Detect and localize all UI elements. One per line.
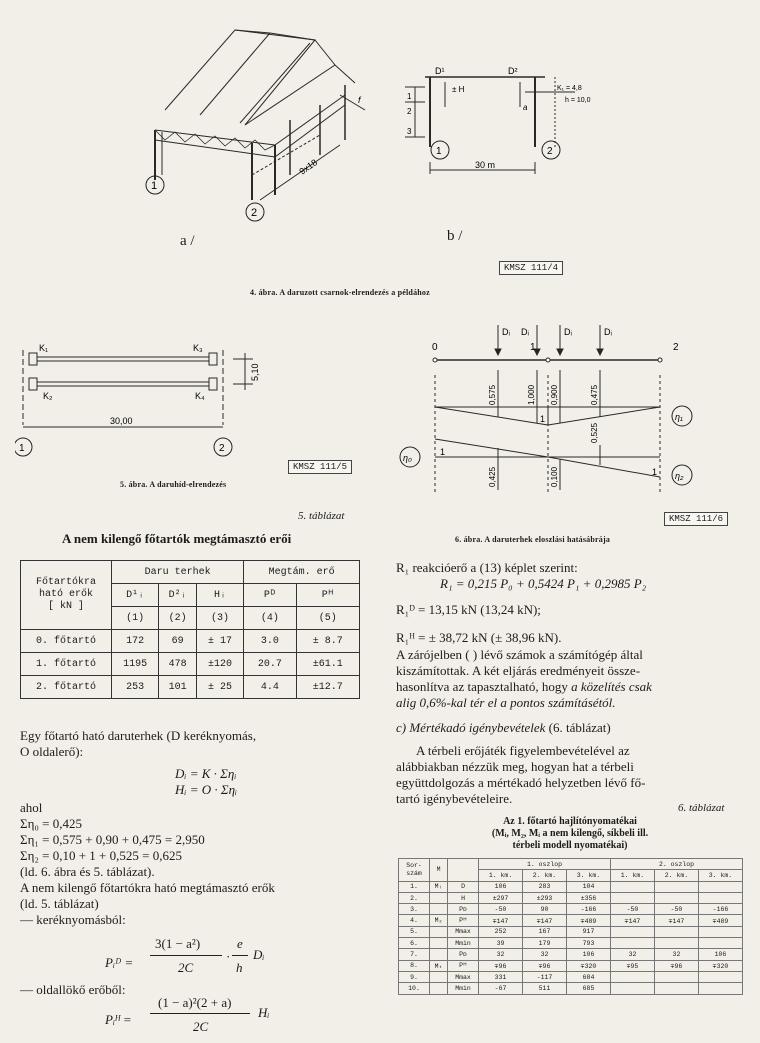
table6-h-ser: Sor- szám bbox=[399, 859, 430, 882]
ref2: (ld. 5. táblázat) bbox=[20, 896, 99, 911]
left-p2: A nem kilengő főtartókra ható megtámasztó erők bbox=[20, 880, 275, 895]
left-p1: Egy főtartó ható daruterhek (D keréknyomás, bbox=[20, 728, 257, 743]
eq-h: Hᵢ = O · Σηᵢ bbox=[175, 782, 238, 797]
f2-bar bbox=[150, 1013, 250, 1014]
fig5-k1: K₁ bbox=[39, 343, 49, 353]
table5 bbox=[20, 560, 360, 699]
fig6-eta1: η₁ bbox=[675, 412, 683, 422]
fig4b-span: 30 m bbox=[475, 160, 496, 170]
table6-g2: 2. oszlop bbox=[610, 859, 742, 870]
fig4a-axis1: 1 bbox=[151, 180, 158, 192]
table5-col-header: Hᵢ bbox=[196, 584, 243, 607]
fig6-node2: 2 bbox=[673, 342, 679, 353]
fig5-k3: K₃ bbox=[193, 343, 203, 353]
figure-5-crane-bridge bbox=[15, 335, 270, 460]
left-text-block-2 bbox=[20, 800, 365, 928]
fig5-axis2: 2 bbox=[219, 443, 225, 454]
fig4b-axis1: 1 bbox=[436, 146, 442, 157]
fig6-node0: 0 bbox=[432, 342, 438, 353]
right-section-heading: c) Mértékadó igénybevételek (6. táblázat) bbox=[396, 720, 611, 735]
f2-den: 2C bbox=[193, 1019, 209, 1034]
fig4b-h: ± H bbox=[452, 85, 465, 94]
table5-col-header: D¹ᵢ bbox=[112, 584, 159, 607]
fig4b-label: b / bbox=[447, 228, 463, 244]
sum-eta2: Ση₂ = 0,10 + 1 + 0,525 = 0,625 bbox=[20, 848, 182, 863]
fig4a-sym-f: f bbox=[358, 95, 361, 105]
ref1: (ld. 6. ábra és 5. táblázat). bbox=[20, 864, 155, 879]
table5-group1: Daru terhek bbox=[112, 561, 244, 584]
table5-row: 0. főtartó 172 69 ± 17 3.0 ± 8.7 bbox=[21, 630, 360, 653]
table5-col-header: Pᴰ bbox=[244, 584, 296, 607]
table5-header-left: Főtartókra ható erők [ kN ] bbox=[21, 561, 112, 630]
fig5-caption: 5. ábra. A daruhíd-elrendezés bbox=[120, 480, 227, 489]
fig4-stamp: KMSZ 111/4 bbox=[499, 261, 563, 275]
table6-row: 8. Mₜ Pᴴ ∓96 ∓96 ∓320 ∓95 ∓96 ∓320 bbox=[399, 960, 743, 971]
fig4b-h10: h = 10,0 bbox=[565, 97, 591, 104]
table5-col-header: D²ᵢ bbox=[159, 584, 197, 607]
fig6-load-2: Dᵢ bbox=[521, 327, 529, 337]
fig6-load-3: Dᵢ bbox=[564, 327, 572, 337]
sub2: — oldallökő erőből: bbox=[20, 982, 126, 997]
f1-bar2 bbox=[232, 955, 248, 956]
fig4a-label: a / bbox=[180, 233, 195, 249]
table5-group2: Megtám. erő bbox=[244, 561, 360, 584]
fig6-load-4: Dᵢ bbox=[604, 327, 612, 337]
table5-col-header: Pᴴ bbox=[296, 584, 359, 607]
fig6-one-b: 1 bbox=[440, 447, 446, 457]
fig4b-axis2: 2 bbox=[547, 146, 553, 157]
fig6-val-0100: 0,100 bbox=[550, 466, 559, 487]
figure-4b-frame-section bbox=[405, 62, 605, 182]
fig6-val-0525: 0,525 bbox=[590, 422, 599, 443]
left-text-block bbox=[20, 728, 365, 760]
fig6-one-a: 1 bbox=[540, 414, 546, 424]
right-r3: R₁ᴴ = ± 38,72 kN (± 38,96 kN). bbox=[396, 630, 562, 645]
table6-row: 7. Pᴅ 32 32 106 32 32 106 bbox=[399, 949, 743, 960]
right-para-2: A térbeli erőjáték figyelembevételével az alábbiakban nézzük meg, hogyan hat a térbeli együttdolgozás a mértékadó helyzetben lévő fő- tartó igénybevételeire. bbox=[396, 743, 646, 806]
table6-title: Az 1. főtartó hajlítónyomatékai (Mᵢ, M₂, Mᵢ a nem kilengő, síkbeli ill. térbeli modell nyomatékai) bbox=[491, 816, 649, 851]
table6-h-blank bbox=[448, 859, 479, 882]
fig5-stamp: KMSZ 111/5 bbox=[288, 460, 352, 474]
table5-number: 5. táblázat bbox=[298, 510, 345, 522]
f1-lhs: Pᵢᴰ = bbox=[105, 955, 134, 970]
fig6-stamp: KMSZ 111/6 bbox=[664, 512, 728, 526]
f2-tail: Hᵢ bbox=[258, 1005, 270, 1020]
fig4b-a: a bbox=[523, 103, 528, 112]
fig6-val-0575: 0,575 bbox=[488, 384, 497, 405]
table5-col-num: (5) bbox=[296, 607, 359, 630]
table6-row: 9. Mmax 331 -117 684 bbox=[399, 971, 743, 982]
table6-row: 5. Mmax 252 167 917 bbox=[399, 926, 743, 937]
sum-eta1: Ση₁ = 0,575 + 0,90 + 0,475 = 2,950 bbox=[20, 832, 205, 847]
fig4a-axis2: 2 bbox=[251, 207, 258, 219]
fig6-eta0: η₀ bbox=[403, 453, 412, 463]
fig5-axis1: 1 bbox=[19, 443, 25, 454]
fig6-node1: 1 bbox=[530, 342, 536, 353]
table5-row: 1. főtartó 1195 478 ±120 20.7 ±61.1 bbox=[21, 653, 360, 676]
table6-row: 10. Mmin -67 511 685 bbox=[399, 983, 743, 994]
table6-h-m: M bbox=[430, 859, 448, 882]
sum-eta0: Ση₀ = 0,425 bbox=[20, 816, 82, 831]
figure-4a-hall-perspective bbox=[140, 5, 380, 230]
fig6-load-1: Dᵢ bbox=[502, 327, 510, 337]
right-r1-eq: R₁ = 0,215 P₀ + 0,5424 P₁ + 0,2985 P₂ bbox=[440, 576, 647, 591]
fig4b-n1: 1 bbox=[407, 92, 412, 101]
fig5-k2: K₂ bbox=[43, 391, 53, 401]
table6-row: 4. M₂ Pᴴ ∓147 ∓147 ∓489 ∓147 ∓147 ∓489 bbox=[399, 915, 743, 926]
fig5-k4: K₄ bbox=[195, 391, 205, 401]
fig4b-d1: D¹ bbox=[435, 66, 445, 76]
left-ahol: ahol bbox=[20, 800, 43, 815]
table6-row: 6. Mmin 39 179 793 bbox=[399, 938, 743, 949]
figure-6-influence-lines bbox=[390, 315, 705, 515]
f2-num: (1 − a)²(2 + a) bbox=[158, 995, 232, 1010]
fig4b-n3: 3 bbox=[407, 127, 412, 136]
f1-num2: e bbox=[237, 936, 243, 951]
table5-row: 2. főtartó 253 101 ± 25 4.4 ±12.7 bbox=[21, 676, 360, 699]
table6-g1: 1. oszlop bbox=[479, 859, 611, 870]
table5-col-num: (4) bbox=[244, 607, 296, 630]
table6: Sor- szám M 1. oszlop 2. oszlop 1. km. 2. km. 3. km. 1. km. 2. km. 3. km. 1. Mᵢ D 106 283 104 2. H ±297 ±293 ±356 3. Pᴅ -50 90 -166 -50 -50 -166 4. M₂ Pᴴ ∓147 ∓147 ∓489 ∓147 ∓147 ∓489 5. Mmax 252 167 917 6. Mmin 39 179 793 7. Pᴅ 32 32 106 32 32 106 8. Mₜ Pᴴ ∓96 ∓96 ∓320 ∓95 ∓96 ∓320 9. Mmax 331 -117 684 10. Mmin -67 511 685 bbox=[398, 858, 743, 995]
fig4b-d2: D² bbox=[508, 66, 518, 76]
fig4b-k1: K₁ = 4,8 bbox=[557, 85, 582, 92]
table6-row: 1. Mᵢ D 106 283 104 bbox=[399, 881, 743, 892]
sub1: — keréknyomásból: bbox=[20, 912, 126, 927]
fig4-caption: 4. ábra. A daruzott csarnok-elrendezés a példához bbox=[250, 288, 430, 297]
table6-number: 6. táblázat bbox=[678, 802, 725, 814]
fig4a-dim: 9x18 bbox=[297, 157, 320, 177]
f1-dot: · bbox=[226, 949, 231, 964]
fig6-caption: 6. ábra. A daruterhek eloszlási hatásábrája bbox=[455, 535, 611, 544]
fig6-val-0900: 0,900 bbox=[550, 384, 559, 405]
f1-den: 2C bbox=[178, 960, 194, 975]
fig5-dim-h: 30,00 bbox=[110, 416, 133, 426]
table5-title: A nem kilengő főtartók megtámasztó erői bbox=[62, 531, 292, 546]
f1-tail: Dᵢ bbox=[253, 947, 265, 962]
fig6-val-0425: 0,425 bbox=[488, 466, 497, 487]
table6-row: 3. Pᴅ -50 90 -166 -50 -50 -166 bbox=[399, 904, 743, 915]
right-r2: R₁ᴰ = 13,15 kN (13,24 kN); bbox=[396, 602, 541, 617]
fig6-eta2: η₂ bbox=[675, 471, 684, 481]
table6-row: 2. H ±297 ±293 ±356 bbox=[399, 892, 743, 903]
eq-d: Dᵢ = K · Σηᵢ bbox=[175, 766, 237, 781]
f1-num: 3(1 − a²) bbox=[155, 936, 201, 951]
f1-bar bbox=[150, 955, 222, 956]
f1-den2: h bbox=[236, 960, 243, 975]
table5-col-num: (3) bbox=[196, 607, 243, 630]
fig5-dim-v: 5,10 bbox=[250, 363, 260, 381]
table5-col-num: (2) bbox=[159, 607, 197, 630]
fig6-one-c: 1 bbox=[652, 467, 658, 477]
right-r1: R₁ reakcióerő a (13) képlet szerint: bbox=[396, 560, 578, 575]
right-para: A zárójelben ( ) lévő számok a számítógép által kiszámítottak. A két eljárás eredményeit össze- hasonlítva az tapasztalható, hogy a közelítés csak alig 0,6%-kal tér el a pontos számításétól. bbox=[396, 647, 652, 710]
table5-col-num: (1) bbox=[112, 607, 159, 630]
f2-lhs: Pᵢᴴ = bbox=[105, 1012, 132, 1027]
left-p1b: O oldalerő): bbox=[20, 744, 84, 759]
fig4b-n2: 2 bbox=[407, 107, 412, 116]
fig6-val-0475: 0,475 bbox=[590, 384, 599, 405]
fig6-val-1000: 1,000 bbox=[527, 384, 536, 405]
